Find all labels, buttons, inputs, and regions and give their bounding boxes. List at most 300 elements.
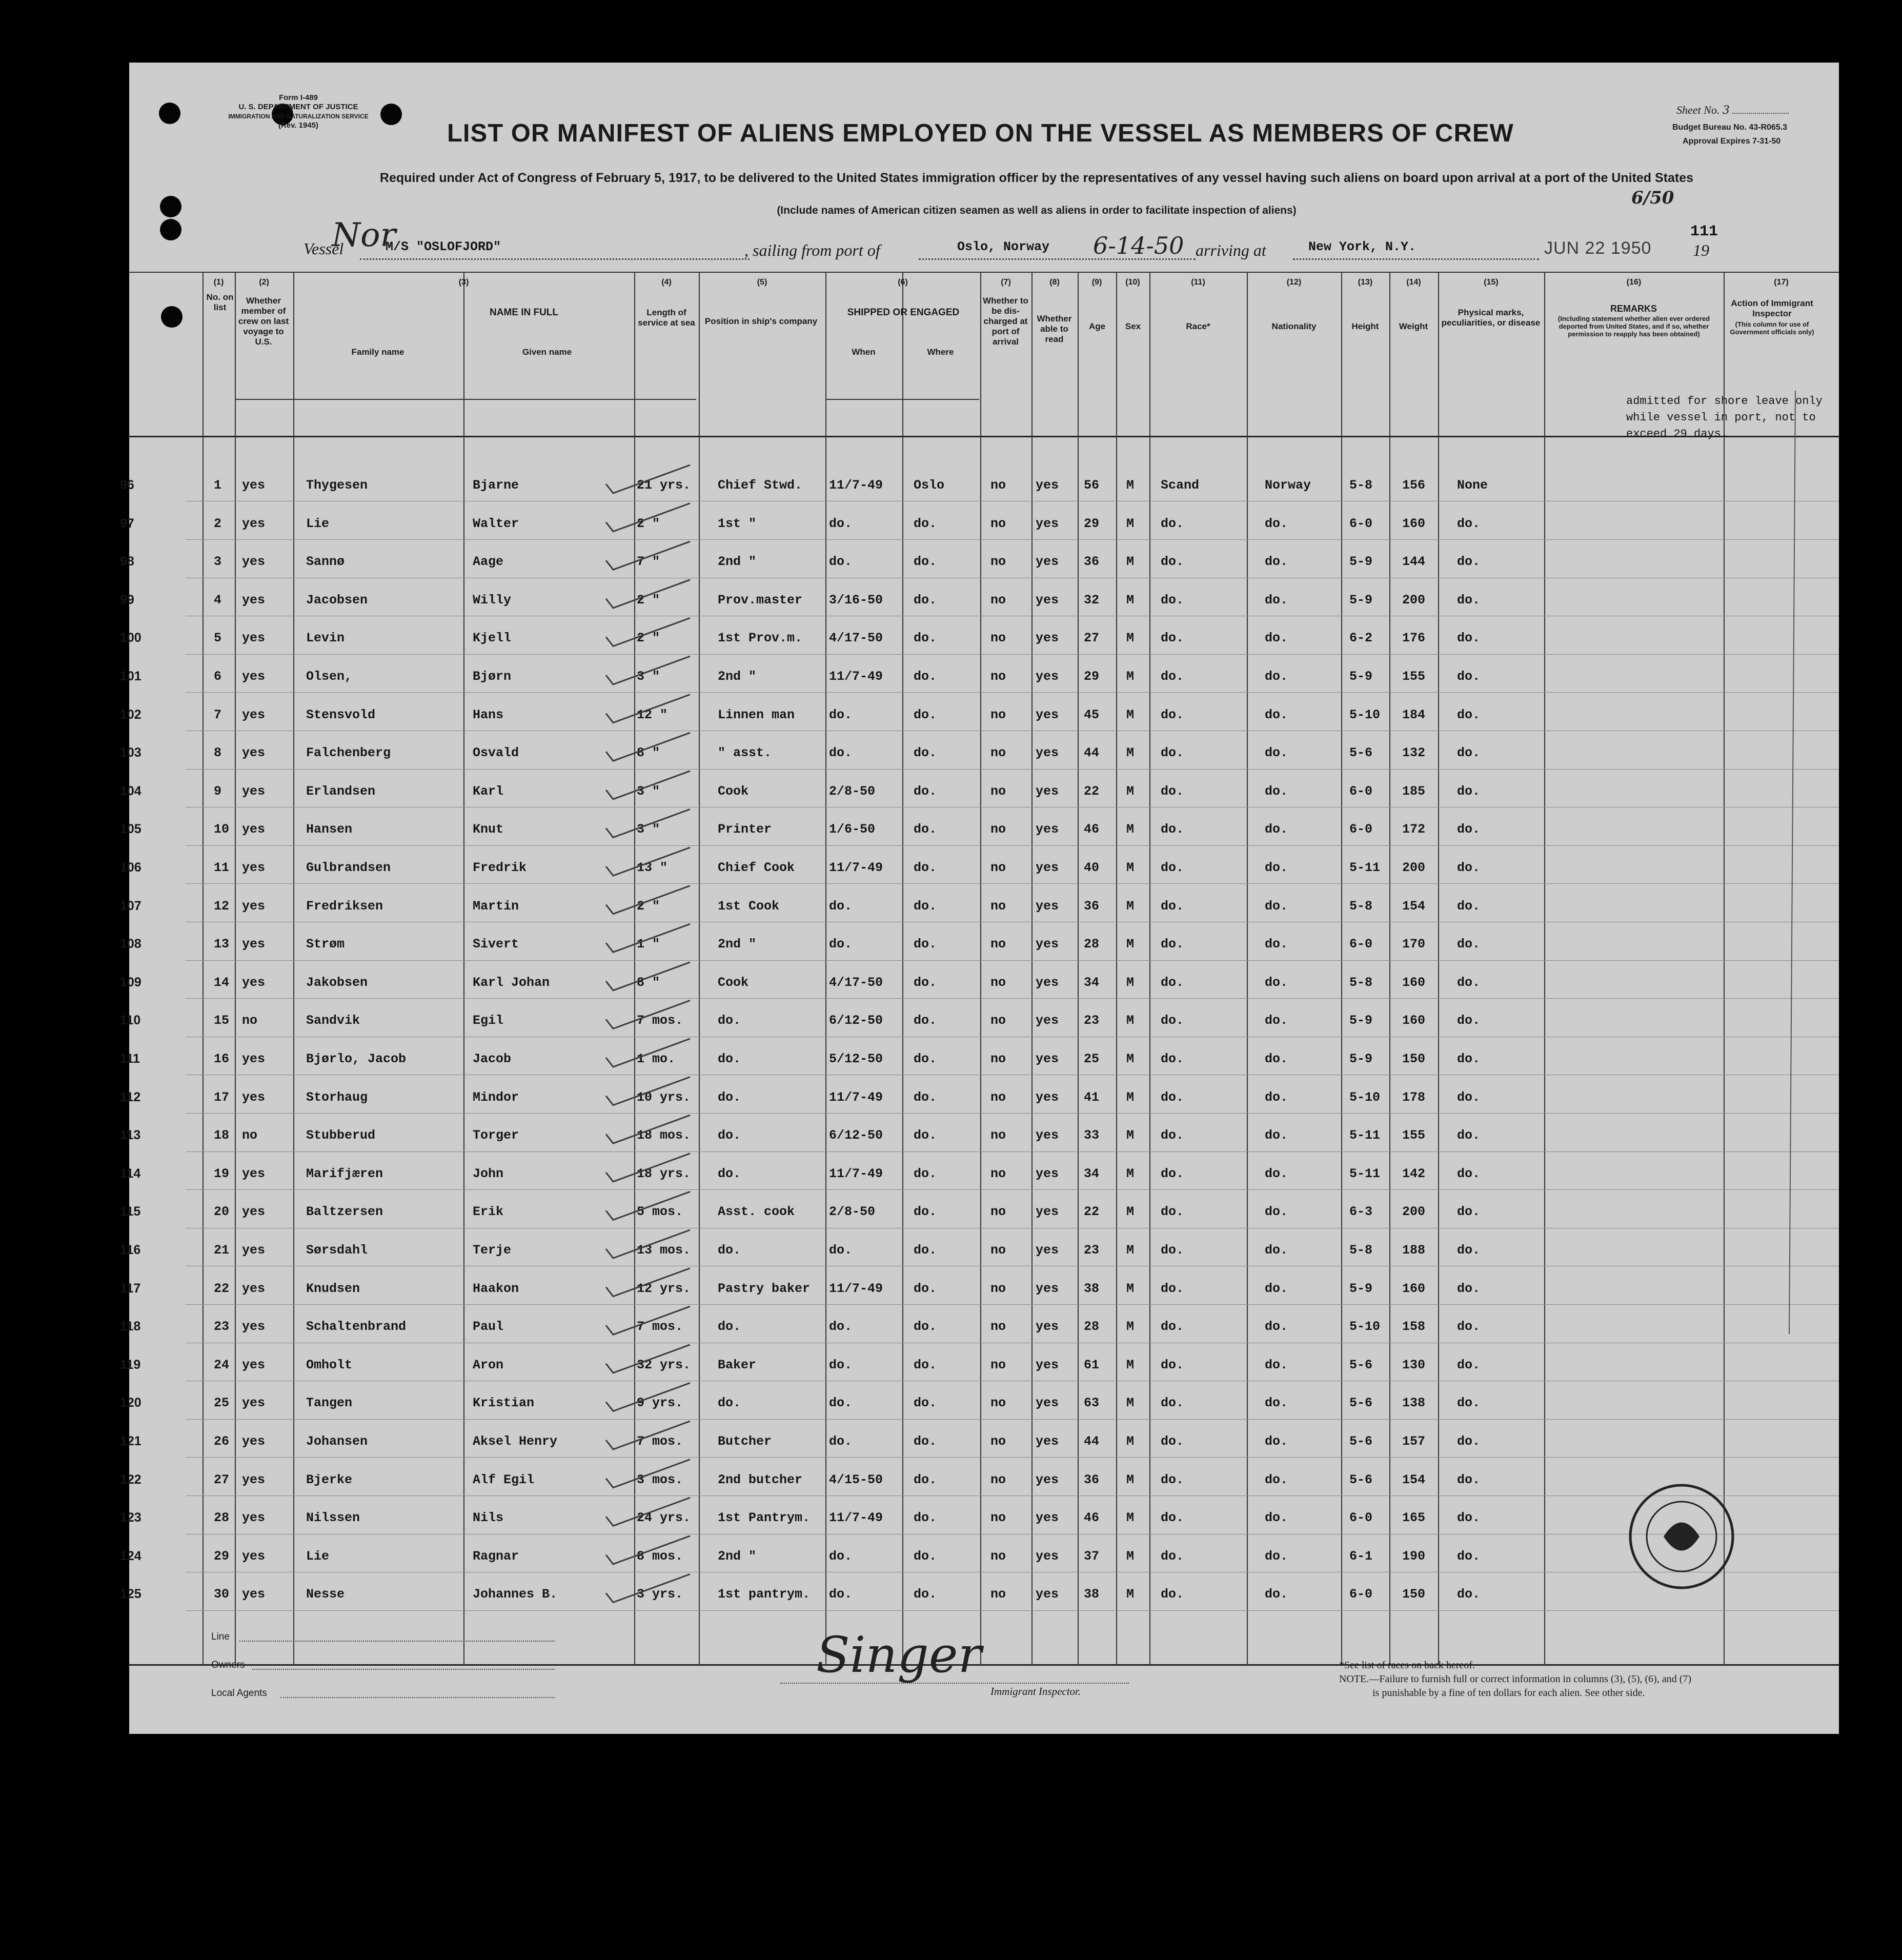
shipped-when: do. xyxy=(829,937,853,952)
sailing-label: , sailing from port of xyxy=(744,241,880,259)
list-number: 5 xyxy=(214,631,222,646)
list-number: 18 xyxy=(214,1128,230,1143)
ship-position: 2nd " xyxy=(718,554,757,570)
age: 33 xyxy=(1084,1128,1100,1143)
shipped-when: do. xyxy=(829,1243,853,1258)
vessel-name: M/S "OSLOFJORD" xyxy=(386,239,501,254)
family-name: Marifjæren xyxy=(306,1166,383,1181)
ship-position: do. xyxy=(718,1089,741,1105)
height: 6-0 xyxy=(1349,822,1373,837)
shipped-where: do. xyxy=(914,1243,937,1258)
shipped-when: do. xyxy=(829,707,853,722)
check-mark xyxy=(606,771,690,799)
family-name: Olsen, xyxy=(306,669,353,684)
shipped-where: do. xyxy=(914,1357,937,1372)
weight: 160 xyxy=(1402,516,1426,531)
weight: 150 xyxy=(1402,1052,1426,1066)
last-voyage: yes xyxy=(242,1396,266,1411)
shipped-when: do. xyxy=(829,1357,853,1372)
col-last-voyage: Whether member of crew on last voyage to U.S. xyxy=(238,296,289,347)
sex: M xyxy=(1126,592,1135,608)
height: 6-0 xyxy=(1349,1510,1373,1526)
list-number: 24 xyxy=(214,1357,230,1372)
sex: M xyxy=(1126,1434,1135,1449)
check-mark xyxy=(606,1268,690,1297)
row-sequence-number: 99 xyxy=(120,592,134,607)
ship-position: do. xyxy=(718,1128,741,1143)
row-sequence-number: 113 xyxy=(120,1128,141,1143)
ship-position: 1st pantrym. xyxy=(718,1587,811,1602)
check-mark xyxy=(606,1574,690,1602)
given-name: Torger xyxy=(473,1128,519,1143)
able-to-read: yes xyxy=(1036,478,1059,493)
check-mark xyxy=(606,1383,690,1411)
list-number: 17 xyxy=(214,1089,230,1105)
height: 5-6 xyxy=(1349,1357,1373,1372)
given-name: Jacob xyxy=(473,1052,512,1066)
able-to-read: yes xyxy=(1036,822,1059,837)
able-to-read: yes xyxy=(1036,860,1059,875)
height: 5-11 xyxy=(1349,860,1381,875)
ship-position: Chief Stwd. xyxy=(718,478,803,493)
ship-position: do. xyxy=(718,1396,741,1411)
shipped-where: do. xyxy=(914,1510,937,1526)
ship-position: Printer xyxy=(718,822,772,837)
length-of-service: 12 yrs. xyxy=(637,1281,691,1296)
last-voyage: yes xyxy=(242,1357,266,1372)
list-number: 30 xyxy=(214,1587,230,1602)
last-voyage: yes xyxy=(242,937,266,952)
length-of-service: 3 " xyxy=(637,822,660,837)
family-name: Hansen xyxy=(306,822,353,837)
row-sequence-number: 107 xyxy=(120,898,141,913)
race: do. xyxy=(1161,1204,1184,1220)
given-name: Ragnar xyxy=(473,1548,519,1564)
column-number: (17) xyxy=(1774,278,1789,287)
list-number: 2 xyxy=(214,516,222,531)
ship-position: 1st Pantrym. xyxy=(718,1510,811,1526)
shipped-when: 4/15-50 xyxy=(829,1472,883,1487)
family-name: Erlandsen xyxy=(306,783,376,799)
weight: 154 xyxy=(1402,898,1426,914)
list-number: 23 xyxy=(214,1319,230,1335)
col-height: Height xyxy=(1351,321,1379,331)
race: do. xyxy=(1161,898,1184,914)
length-of-service: 2 " xyxy=(637,592,660,608)
row-sequence-number: 105 xyxy=(120,822,141,837)
able-to-read: yes xyxy=(1036,1052,1059,1066)
row-sequence-number: 97 xyxy=(120,516,134,531)
able-to-read: yes xyxy=(1036,1357,1059,1372)
weight: 165 xyxy=(1402,1510,1426,1526)
last-voyage: yes xyxy=(242,1281,266,1296)
discharged: no xyxy=(990,745,1006,761)
family-name: Baltzersen xyxy=(306,1204,383,1220)
physical-marks: do. xyxy=(1457,1128,1481,1143)
shipped-where: do. xyxy=(914,592,937,608)
inspector-label: Immigrant Inspector. xyxy=(990,1685,1081,1698)
list-number: 12 xyxy=(214,898,230,914)
sex: M xyxy=(1126,975,1135,990)
list-number: 20 xyxy=(214,1204,230,1220)
discharged: no xyxy=(990,592,1006,608)
sex: M xyxy=(1126,1013,1135,1028)
last-voyage: yes xyxy=(242,592,266,608)
physical-marks: do. xyxy=(1457,822,1481,837)
age: 45 xyxy=(1084,707,1100,722)
sex: M xyxy=(1126,822,1135,837)
nationality: do. xyxy=(1265,669,1288,684)
shipped-when: 11/7-49 xyxy=(829,669,883,684)
age: 63 xyxy=(1084,1396,1100,1411)
shipped-where: Oslo xyxy=(914,478,945,493)
physical-marks: do. xyxy=(1457,592,1481,608)
able-to-read: yes xyxy=(1036,554,1059,570)
race: do. xyxy=(1161,1434,1184,1449)
ship-position: 1st " xyxy=(718,516,757,531)
ship-position: Linnen man xyxy=(718,707,795,722)
row-sequence-number: 106 xyxy=(120,860,141,875)
height: 5-8 xyxy=(1349,975,1373,990)
discharged: no xyxy=(990,478,1006,493)
physical-marks: do. xyxy=(1457,631,1481,646)
last-voyage: yes xyxy=(242,783,266,799)
list-number: 13 xyxy=(214,937,230,952)
shipped-when: do. xyxy=(829,1396,853,1411)
weight: 138 xyxy=(1402,1396,1426,1411)
physical-marks: do. xyxy=(1457,1472,1481,1487)
weight: 155 xyxy=(1402,669,1426,684)
sex: M xyxy=(1126,1089,1135,1105)
age: 28 xyxy=(1084,1319,1100,1335)
ship-position: 2nd " xyxy=(718,669,757,684)
family-name: Nilssen xyxy=(306,1510,360,1526)
row-sequence-number: 96 xyxy=(120,478,134,492)
race: do. xyxy=(1161,783,1184,799)
row-sequence-number: 118 xyxy=(120,1319,141,1334)
discharged: no xyxy=(990,1013,1006,1028)
discharged: no xyxy=(990,1128,1006,1143)
last-voyage: yes xyxy=(242,1166,266,1181)
ship-position: do. xyxy=(718,1013,741,1028)
family-name: Stensvold xyxy=(306,707,376,722)
height: 5-10 xyxy=(1349,707,1381,722)
height: 6-0 xyxy=(1349,516,1373,531)
weight: 190 xyxy=(1402,1548,1426,1564)
height: 5-9 xyxy=(1349,669,1373,684)
row-sequence-number: 102 xyxy=(120,707,141,722)
weight: 200 xyxy=(1402,1204,1426,1220)
ship-position: Chief Cook xyxy=(718,860,795,875)
physical-marks: do. xyxy=(1457,669,1481,684)
discharged: no xyxy=(990,937,1006,952)
nationality: do. xyxy=(1265,1166,1288,1181)
nationality: do. xyxy=(1265,898,1288,914)
able-to-read: yes xyxy=(1036,516,1059,531)
race: do. xyxy=(1161,1052,1184,1066)
check-mark xyxy=(606,465,690,493)
col-weight: Weight xyxy=(1399,321,1428,331)
discharged: no xyxy=(990,516,1006,531)
given-name: Erik xyxy=(473,1204,504,1220)
shipped-where: do. xyxy=(914,1434,937,1449)
nationality: do. xyxy=(1265,592,1288,608)
shipped-where: do. xyxy=(914,631,937,646)
nationality: do. xyxy=(1265,1472,1288,1487)
nationality: do. xyxy=(1265,1434,1288,1449)
ship-position: 2nd butcher xyxy=(718,1472,803,1487)
nationality: do. xyxy=(1265,707,1288,722)
fine-note: is punishable by a fine of ten dollars for each alien. See other side. xyxy=(1372,1687,1645,1699)
col-when: When xyxy=(852,347,876,357)
physical-marks: None xyxy=(1457,478,1488,493)
given-name: Alf Egil xyxy=(473,1472,535,1487)
given-name: Paul xyxy=(473,1319,504,1335)
sex: M xyxy=(1126,1357,1135,1372)
age: 29 xyxy=(1084,669,1100,684)
ship-position: Cook xyxy=(718,783,749,799)
weight: 130 xyxy=(1402,1357,1426,1372)
family-name: Falchenberg xyxy=(306,745,391,761)
weight: 188 xyxy=(1402,1243,1426,1258)
row-sequence-number: 120 xyxy=(120,1396,141,1410)
physical-marks: do. xyxy=(1457,1510,1481,1526)
able-to-read: yes xyxy=(1036,707,1059,722)
physical-marks: do. xyxy=(1457,554,1481,570)
act-requirement: Required under Act of Congress of February 5, 1917, to be delivered to the United States immigration officer by the representatives of any vessel having such aliens on board upon arrival at a port of the United States xyxy=(379,171,1694,185)
age: 36 xyxy=(1084,1472,1100,1487)
ship-position: Prov.master xyxy=(718,592,803,608)
col-race: Race* xyxy=(1186,321,1210,331)
last-voyage: yes xyxy=(242,669,266,684)
row-sequence-number: 98 xyxy=(120,554,134,569)
able-to-read: yes xyxy=(1036,1587,1059,1602)
race: Scand xyxy=(1161,478,1200,493)
shipped-when: 6/12-50 xyxy=(829,1013,883,1028)
age: 34 xyxy=(1084,975,1100,990)
weight: 158 xyxy=(1402,1319,1426,1335)
last-voyage: yes xyxy=(242,1204,266,1220)
row-sequence-number: 123 xyxy=(120,1510,141,1525)
column-number: (4) xyxy=(661,278,672,287)
height: 6-0 xyxy=(1349,783,1373,799)
discharged: no xyxy=(990,1166,1006,1181)
height: 5-6 xyxy=(1349,745,1373,761)
age: 28 xyxy=(1084,937,1100,952)
weight: 150 xyxy=(1402,1587,1426,1602)
age: 40 xyxy=(1084,860,1100,875)
length-of-service: 21 yrs. xyxy=(637,478,691,493)
shipped-when: 11/7-49 xyxy=(829,860,883,875)
age: 36 xyxy=(1084,554,1100,570)
sex: M xyxy=(1126,1243,1135,1258)
given-name: Bjarne xyxy=(473,478,519,493)
row-sequence-number: 112 xyxy=(120,1089,141,1104)
check-mark xyxy=(606,809,690,837)
last-voyage: yes xyxy=(242,707,266,722)
length-of-service: 32 yrs. xyxy=(637,1357,691,1372)
given-name: Fredrik xyxy=(473,860,527,875)
given-name: John xyxy=(473,1166,504,1181)
given-name: Aron xyxy=(473,1357,504,1372)
family-name: Lie xyxy=(306,1548,330,1564)
check-mark xyxy=(606,580,690,608)
arriving-label: arriving at xyxy=(1196,241,1266,259)
able-to-read: yes xyxy=(1036,937,1059,952)
family-name: Thygesen xyxy=(306,478,368,493)
check-mark xyxy=(606,733,690,761)
height: 5-9 xyxy=(1349,1281,1373,1296)
check-mark xyxy=(606,924,690,952)
row-sequence-number: 101 xyxy=(120,669,141,683)
check-mark xyxy=(606,1498,690,1526)
ship-position: 1st Prov.m. xyxy=(718,631,803,646)
given-name: Kjell xyxy=(473,631,512,646)
sex: M xyxy=(1126,1548,1135,1564)
weight: 156 xyxy=(1402,478,1426,493)
weight: 176 xyxy=(1402,631,1426,646)
height: 5-10 xyxy=(1349,1319,1381,1335)
age: 32 xyxy=(1084,592,1100,608)
length-of-service: 18 mos. xyxy=(637,1128,691,1143)
family-name: Nesse xyxy=(306,1587,345,1602)
last-voyage: yes xyxy=(242,554,266,570)
ship-position: Pastry baker xyxy=(718,1281,811,1296)
discharged: no xyxy=(990,1319,1006,1335)
col-name-in-full: NAME IN FULL xyxy=(489,307,559,318)
race: do. xyxy=(1161,1089,1184,1105)
last-voyage: yes xyxy=(242,516,266,531)
discharged: no xyxy=(990,1243,1006,1258)
family-name: Storhaug xyxy=(306,1089,368,1105)
list-number: 15 xyxy=(214,1013,230,1028)
shipped-when: 11/7-49 xyxy=(829,1166,883,1181)
age: 36 xyxy=(1084,898,1100,914)
row-sequence-number: 104 xyxy=(120,783,141,798)
inspector-signature: Singer xyxy=(816,1626,982,1684)
vessel-handwritten: Nor xyxy=(332,216,396,254)
list-number: 7 xyxy=(214,707,222,722)
length-of-service: 7 " xyxy=(637,554,660,570)
column-number: (7) xyxy=(1001,278,1011,287)
family-name: Knudsen xyxy=(306,1281,360,1296)
shipped-where: do. xyxy=(914,822,937,837)
length-of-service: 12 " xyxy=(637,707,668,722)
nationality: do. xyxy=(1265,516,1288,531)
check-mark xyxy=(606,847,690,876)
able-to-read: yes xyxy=(1036,745,1059,761)
shipped-where: do. xyxy=(914,975,937,990)
shipped-when: 11/7-49 xyxy=(829,478,883,493)
row-sequence-number: 110 xyxy=(120,1013,141,1028)
footer-agents-label: Local Agents xyxy=(211,1688,267,1699)
able-to-read: yes xyxy=(1036,1472,1059,1487)
sex: M xyxy=(1126,1052,1135,1066)
discharged: no xyxy=(990,1587,1006,1602)
shipped-where: do. xyxy=(914,669,937,684)
physical-marks: do. xyxy=(1457,860,1481,875)
ship-position: " asst. xyxy=(718,745,772,761)
family-name: Bjørlo, Jacob xyxy=(306,1052,407,1066)
height: 5-6 xyxy=(1349,1434,1373,1449)
column-number: (5) xyxy=(757,278,767,287)
height: 5-8 xyxy=(1349,478,1373,493)
shipped-where: do. xyxy=(914,1204,937,1220)
length-of-service: 3 yrs. xyxy=(637,1587,683,1602)
shipped-when: 11/7-49 xyxy=(829,1089,883,1105)
shipped-when: do. xyxy=(829,1319,853,1335)
col-remarks-note: (Including statement whether alien ever ordered deported from United States, and if so, whether permission to reapply has been obtained) xyxy=(1557,315,1710,338)
height: 5-11 xyxy=(1349,1128,1381,1143)
physical-marks: do. xyxy=(1457,783,1481,799)
given-name: Hans xyxy=(473,707,504,722)
given-name: Karl xyxy=(473,783,504,799)
column-number: (13) xyxy=(1358,278,1373,287)
discharged: no xyxy=(990,1204,1006,1220)
list-number: 6 xyxy=(214,669,222,684)
shipped-where: do. xyxy=(914,1166,937,1181)
length-of-service: 9 yrs. xyxy=(637,1396,683,1411)
weight: 172 xyxy=(1402,822,1426,837)
sex: M xyxy=(1126,669,1135,684)
given-name: Knut xyxy=(473,822,504,837)
row-sequence-number: 115 xyxy=(120,1204,141,1219)
weight: 200 xyxy=(1402,860,1426,875)
age: 29 xyxy=(1084,516,1100,531)
shipped-when: do. xyxy=(829,745,853,761)
ship-position: Asst. cook xyxy=(718,1204,795,1220)
height: 5-6 xyxy=(1349,1396,1373,1411)
discharged: no xyxy=(990,1396,1006,1411)
physical-marks: do. xyxy=(1457,1243,1481,1258)
age: 22 xyxy=(1084,1204,1100,1220)
able-to-read: yes xyxy=(1036,1548,1059,1564)
column-number: (6) xyxy=(898,278,908,287)
family-name: Johansen xyxy=(306,1434,368,1449)
race: do. xyxy=(1161,1396,1184,1411)
physical-marks: do. xyxy=(1457,1166,1481,1181)
given-name: Walter xyxy=(473,516,519,531)
last-voyage: yes xyxy=(242,1548,266,1564)
height: 5-6 xyxy=(1349,1472,1373,1487)
list-number: 27 xyxy=(214,1472,230,1487)
col-remarks: REMARKS xyxy=(1610,304,1657,314)
discharged: no xyxy=(990,1089,1006,1105)
able-to-read: yes xyxy=(1036,669,1059,684)
length-of-service: 3 " xyxy=(637,669,660,684)
able-to-read: yes xyxy=(1036,1204,1059,1220)
discharged: no xyxy=(990,783,1006,799)
shipped-where: do. xyxy=(914,1013,937,1028)
able-to-read: yes xyxy=(1036,1396,1059,1411)
physical-marks: do. xyxy=(1457,745,1481,761)
discharged: no xyxy=(990,1472,1006,1487)
row-sequence-number: 108 xyxy=(120,937,141,952)
age: 37 xyxy=(1084,1548,1100,1564)
shipped-where: do. xyxy=(914,1281,937,1296)
family-name: Sørsdahl xyxy=(306,1243,368,1258)
shipped-where: do. xyxy=(914,860,937,875)
length-of-service: 3 " xyxy=(637,783,660,799)
nationality: do. xyxy=(1265,1128,1288,1143)
physical-marks: do. xyxy=(1457,975,1481,990)
sex: M xyxy=(1126,1204,1135,1220)
form-number: Form I-489 xyxy=(279,93,318,102)
discharged: no xyxy=(990,631,1006,646)
nationality: do. xyxy=(1265,783,1288,799)
column-number: (12) xyxy=(1286,278,1302,287)
last-voyage: yes xyxy=(242,822,266,837)
